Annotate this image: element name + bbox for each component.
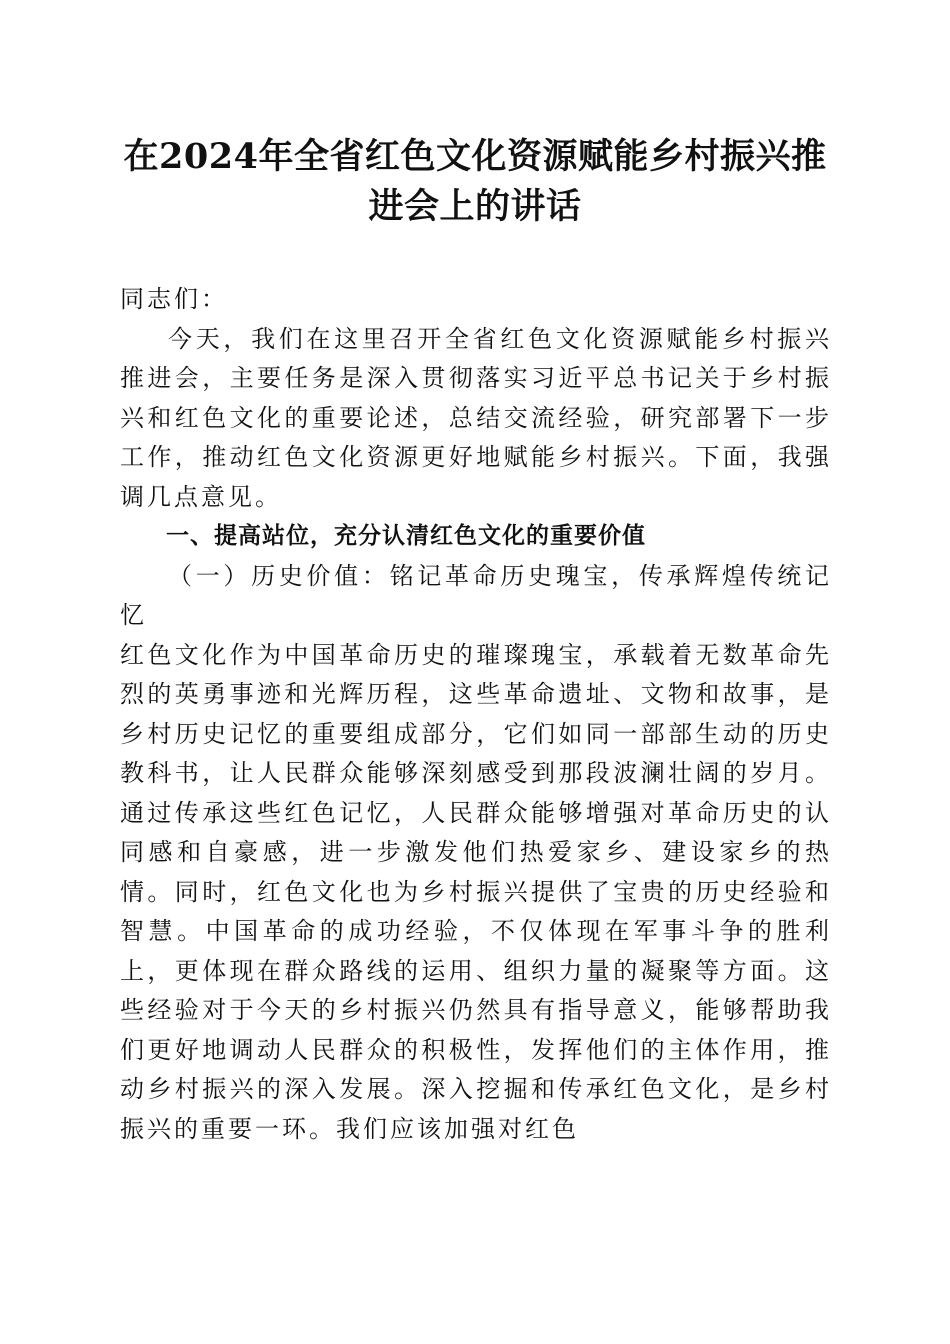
- document-body: [120, 280, 832, 1149]
- salutation: 同志们：: [120, 285, 228, 313]
- subsection-paragraph: 红色文化作为中国革命历史的璀璨瑰宝，承载着无数革命先烈的英勇事迹和光辉历程，这些革命遗址、文物和故事，是乡村历史记忆的重要组成部分，它们如同一部部生动的历史教科书，让人民群众能够深刻感受到那段波澜壮阔的岁月。通过传承这些红色记忆，人民群众能够增强对革命历史的认同感和自豪感，进一步激发他们热爱家乡、建设家乡的热情。同时，红色文化也为乡村振兴提供了宝贵的历史经验和智慧。中国革命的成功经验，不仅体现在军事斗争的胜利上，更体现在群众路线的运用、组织力量的凝聚等方面。这些经验对于今天的乡村振兴仍然具有指导意义，能够帮助我们更好地调动人民群众的积极性，发挥他们的主体作用，推动乡村振兴的深入发展。深入挖掘和传承红色文化，是乡村振兴的重要一环。我们应该加强对红色: [120, 640, 832, 1143]
- subsection-heading: （一）历史价值：铭记革命历史瑰宝，传承辉煌传统记忆: [120, 561, 832, 629]
- title-line-1: 在2024年全省红色文化资源赋能乡村振兴推: [123, 136, 827, 177]
- section-heading: 一、提高站位，充分认清红色文化的重要价值: [166, 523, 646, 549]
- intro-paragraph: 今天，我们在这里召开全省红色文化资源赋能乡村振兴推进会，主要任务是深入贯彻落实习近平总书记关于乡村振兴和红色文化的重要论述，总结交流经验，研究部署下一步工作，推动红色文化资源更好地赋能乡村振兴。下面，我强调几点意见。: [120, 324, 832, 511]
- document-title: [110, 132, 840, 232]
- title-line-2: 进会上的讲话: [368, 186, 582, 227]
